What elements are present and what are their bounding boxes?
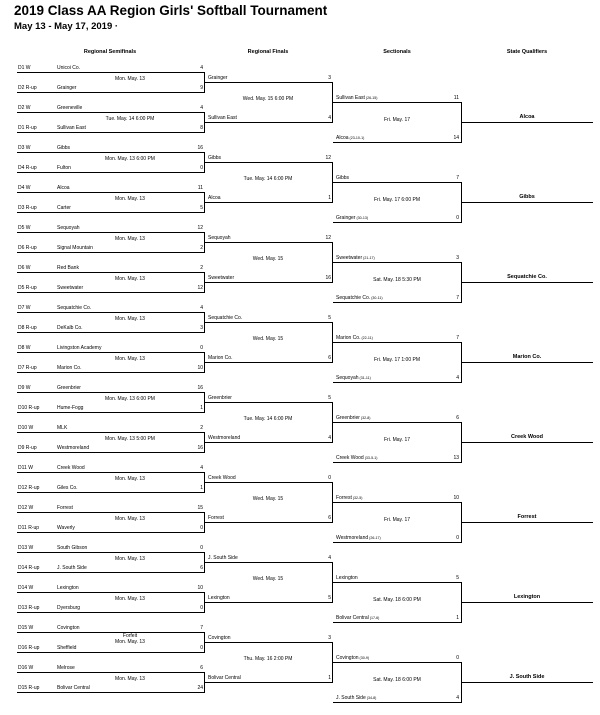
team-name: Sequatchie Co.: [57, 305, 92, 311]
semifinal-top-line: [17, 272, 205, 273]
seed-label: D8 W: [18, 345, 31, 351]
score: 0: [200, 605, 203, 611]
sectional-bottom-line: [333, 462, 462, 463]
semifinal-top-line: [17, 592, 205, 593]
team-record: (32-5): [351, 496, 363, 500]
final-bottom-line: [205, 602, 333, 603]
semifinal-bottom-line: [17, 252, 205, 253]
sectional-top-line: [333, 342, 462, 343]
score: 1: [328, 675, 331, 681]
team-name: Grainger: [208, 75, 228, 81]
score: 2: [200, 245, 203, 251]
team-name: Carter: [57, 205, 71, 211]
score: 10: [453, 495, 459, 501]
seed-label: D13 R-up: [18, 605, 40, 611]
final-top-line: [205, 162, 333, 163]
score: 6: [200, 665, 203, 671]
final-bottom-line: [205, 682, 333, 683]
game-date: Mon. May. 13: [115, 676, 145, 682]
semifinal-bottom-line: [17, 372, 205, 373]
qualifier-line: [462, 682, 593, 683]
team-name: Greenbrier (32-8): [336, 415, 371, 421]
semifinal-bottom-line: [17, 92, 205, 93]
seed-label: D2 W: [18, 105, 31, 111]
score: 0: [200, 345, 203, 351]
score: 5: [456, 575, 459, 581]
qualifier-line: [462, 362, 593, 363]
score: 3: [456, 255, 459, 261]
seed-label: D5 R-up: [18, 285, 37, 291]
team-name: Bolivar Central (17-6): [336, 615, 380, 621]
team-record: (30-11): [370, 296, 383, 300]
semifinal-bottom-line: [17, 292, 205, 293]
team-record: (26-17): [368, 536, 381, 540]
semifinal-top-line: [17, 472, 205, 473]
sectional-top-line: [333, 502, 462, 503]
score: 7: [200, 625, 203, 631]
qualifier-line: [462, 202, 593, 203]
semifinal-top-line: [17, 672, 205, 673]
score: 2: [200, 425, 203, 431]
game-date: Fri. May. 17 6:00 PM: [373, 197, 421, 203]
score: 7: [456, 295, 459, 301]
game-date: Sat. May. 18 6:00 PM: [373, 677, 421, 683]
team-name: Alcoa: [208, 195, 221, 201]
semifinal-top-line: [17, 392, 205, 393]
game-date: Mon. May. 13: [115, 356, 145, 362]
team-name: Grainger: [57, 85, 77, 91]
seed-label: D14 W: [18, 585, 34, 591]
team-name: DeKalb Co.: [57, 325, 83, 331]
team-name: Sequoyah: [57, 225, 80, 231]
score: 16: [325, 275, 331, 281]
team-name: Forrest: [208, 515, 224, 521]
semifinal-bottom-line: [17, 692, 205, 693]
team-name: Hume-Fogg: [57, 405, 84, 411]
qualifier-line: [462, 522, 593, 523]
team-name: Bolivar Central: [57, 685, 90, 691]
score: 6: [200, 565, 203, 571]
state-qualifier-name: Lexington: [513, 594, 541, 600]
team-name: Melrose: [57, 665, 75, 671]
team-name: Covington: [208, 635, 231, 641]
seed-label: D6 W: [18, 265, 31, 271]
score: 5: [328, 315, 331, 321]
semifinal-bottom-line: [17, 612, 205, 613]
state-qualifier-name: Alcoa: [519, 114, 535, 120]
column-header-regional-semifinals: Regional Semifinals: [83, 49, 137, 55]
score: 11: [453, 95, 459, 101]
game-date: Wed. May. 15: [252, 336, 284, 342]
page-subtitle: May 13 - May 17, 2019 ·: [14, 21, 119, 32]
team-record: (26-15): [364, 96, 378, 100]
semifinal-top-line: [17, 552, 205, 553]
column-header-regional-finals: Regional Finals: [247, 49, 289, 55]
team-name: Giles Co.: [57, 485, 78, 491]
team-name: Sequoyah (31-11): [336, 375, 371, 381]
game-date: Mon. May. 13: [115, 276, 145, 282]
semifinal-top-line: [17, 632, 205, 633]
score: 4: [456, 695, 459, 701]
seed-label: D11 W: [18, 465, 33, 471]
team-name: Westmoreland: [208, 435, 241, 441]
score: 3: [328, 75, 331, 81]
game-date: Mon. May. 13: [115, 516, 145, 522]
score: 12: [325, 155, 331, 161]
team-name: Sequatchie Co. (30-11): [336, 295, 383, 301]
seed-label: D16 W: [18, 665, 34, 671]
game-date: Mon. May. 13: [115, 476, 145, 482]
game-date: Tue. May. 14 6:00 PM: [105, 116, 155, 122]
team-record: (17-6): [368, 616, 380, 620]
seed-label: D8 R-up: [18, 325, 37, 331]
final-bottom-line: [205, 122, 333, 123]
seed-label: D5 W: [18, 225, 31, 231]
team-name: Greenbrier: [57, 385, 81, 391]
team-name: Marion Co. (22-11): [336, 335, 373, 341]
seed-label: D15 W: [18, 625, 34, 631]
score: 4: [328, 555, 331, 561]
final-bottom-line: [205, 442, 333, 443]
team-name: Sweetwater: [57, 285, 84, 291]
score: 1: [200, 485, 203, 491]
score: 11: [197, 185, 203, 191]
score: 0: [328, 475, 331, 481]
sectional-bottom-line: [333, 222, 462, 223]
game-date: Fri. May. 17: [383, 117, 411, 123]
team-name: Bolivar Central: [208, 675, 241, 681]
team-name: Sweetwater: [208, 275, 235, 281]
team-record: (31-11): [358, 376, 371, 380]
team-name: Sullivan East (26-15): [336, 95, 378, 101]
game-date: Forfeit: [122, 633, 138, 639]
score: 16: [197, 445, 203, 451]
final-top-line: [205, 402, 333, 403]
score: 0: [456, 535, 459, 541]
semifinal-bottom-line: [17, 492, 205, 493]
game-date: Wed. May. 15: [252, 496, 284, 502]
team-name: Livingston Academy: [57, 345, 102, 351]
team-name: Greenbrier: [208, 395, 232, 401]
seed-label: D10 W: [18, 425, 34, 431]
game-date: Mon. May. 13: [115, 76, 145, 82]
state-qualifier-name: Gibbs: [519, 194, 535, 200]
score: 24: [197, 685, 203, 691]
team-name: Dyersburg: [57, 605, 81, 611]
team-name: Forrest: [57, 505, 73, 511]
score: 6: [328, 515, 331, 521]
team-name: Sequatchie Co.: [208, 315, 243, 321]
qualifier-line: [462, 442, 593, 443]
final-top-line: [205, 322, 333, 323]
team-name: MLK: [57, 425, 68, 431]
score: 3: [200, 325, 203, 331]
team-name: Lexington: [336, 575, 358, 581]
game-date: Fri. May. 17 1:00 PM: [373, 357, 421, 363]
seed-label: D3 W: [18, 145, 31, 151]
seed-label: D11 R-up: [18, 525, 40, 531]
semifinal-top-line: [17, 192, 205, 193]
sectional-bottom-line: [333, 382, 462, 383]
team-name: South Gibson: [57, 545, 88, 551]
team-record: (21-17): [362, 256, 375, 260]
score: 4: [328, 115, 331, 121]
score: 0: [456, 215, 459, 221]
semifinal-top-line: [17, 312, 205, 313]
final-bottom-line: [205, 522, 333, 523]
sectional-bottom-line: [333, 142, 462, 143]
score: 6: [456, 415, 459, 421]
score: 9: [200, 85, 203, 91]
game-date: Mon. May. 13: [115, 596, 145, 602]
score: 6: [328, 355, 331, 361]
score: 0: [456, 655, 459, 661]
score: 4: [200, 105, 203, 111]
score: 1: [328, 195, 331, 201]
team-name: Signal Mountain: [57, 245, 93, 251]
team-name: J. South Side (34-8): [336, 695, 377, 701]
sectional-bottom-line: [333, 622, 462, 623]
team-record: (32-8): [359, 416, 371, 420]
sectional-top-line: [333, 582, 462, 583]
seed-label: D3 R-up: [18, 205, 37, 211]
game-date: Mon. May. 13: [115, 196, 145, 202]
final-top-line: [205, 642, 333, 643]
score: 4: [200, 465, 203, 471]
semifinal-top-line: [17, 112, 205, 113]
team-name: Greeneville: [57, 105, 83, 111]
seed-label: D1 W: [18, 65, 31, 71]
seed-label: D4 R-up: [18, 165, 37, 171]
team-name: Covington (30-9): [336, 655, 370, 661]
team-record: (34-8): [365, 696, 377, 700]
sectional-bottom-line: [333, 302, 462, 303]
team-record: (33-5-1): [363, 456, 378, 460]
game-date: Mon. May. 13: [115, 556, 145, 562]
team-name: Lexington: [57, 585, 79, 591]
seed-label: D6 R-up: [18, 245, 37, 251]
game-date: Wed. May. 15: [252, 576, 284, 582]
score: 4: [200, 305, 203, 311]
final-top-line: [205, 482, 333, 483]
sectional-top-line: [333, 422, 462, 423]
semifinal-bottom-line: [17, 572, 205, 573]
game-date: Mon. May. 13 6:00 PM: [105, 396, 155, 402]
seed-label: D7 R-up: [18, 365, 37, 371]
semifinal-top-line: [17, 72, 205, 73]
team-name: Lexington: [208, 595, 230, 601]
team-name: Sweetwater (21-17): [336, 255, 375, 261]
game-date: Wed. May. 15: [252, 256, 284, 262]
seed-label: D12 W: [18, 505, 34, 511]
game-date: Wed. May. 15 6:00 PM: [242, 96, 294, 102]
semifinal-top-line: [17, 152, 205, 153]
team-name: Gibbs: [57, 145, 71, 151]
semifinal-bottom-line: [17, 212, 205, 213]
team-record: (23-10-1): [348, 136, 365, 140]
seed-label: D14 R-up: [18, 565, 40, 571]
score: 8: [200, 125, 203, 131]
semifinal-bottom-line: [17, 332, 205, 333]
sectional-bottom-line: [333, 702, 462, 703]
seed-label: D2 R-up: [18, 85, 37, 91]
game-date: Thu. May. 16 2:00 PM: [243, 656, 293, 662]
game-date: Tue. May. 14 6:00 PM: [243, 176, 293, 182]
score: 12: [325, 235, 331, 241]
score: 1: [200, 405, 203, 411]
team-name: Grainger (30-13): [336, 215, 369, 221]
team-name: Sheffield: [57, 645, 77, 651]
team-name: Forrest (32-5): [336, 495, 363, 501]
score: 1: [456, 615, 459, 621]
score: 10: [197, 585, 203, 591]
sectional-top-line: [333, 182, 462, 183]
seed-label: D10 R-up: [18, 405, 40, 411]
team-name: Waverly: [57, 525, 75, 531]
team-name: J. South Side: [57, 565, 87, 571]
seed-label: D7 W: [18, 305, 31, 311]
score: 10: [197, 365, 203, 371]
seed-label: D16 R-up: [18, 645, 40, 651]
score: 4: [328, 435, 331, 441]
final-bottom-line: [205, 202, 333, 203]
game-date: Mon. May. 13 6:00 PM: [105, 156, 155, 162]
team-record: (30-9): [358, 656, 370, 660]
team-name: Alcoa: [57, 185, 70, 191]
team-name: Gibbs: [336, 175, 350, 181]
state-qualifier-name: Creek Wood: [511, 434, 543, 440]
game-date: Fri. May. 17: [383, 517, 411, 523]
team-name: Fulton: [57, 165, 71, 171]
semifinal-top-line: [17, 432, 205, 433]
sectional-bottom-line: [333, 542, 462, 543]
qualifier-line: [462, 602, 593, 603]
game-date: Sat. May. 18 6:00 PM: [373, 597, 421, 603]
game-date: Mon. May. 13: [115, 316, 145, 322]
score: 13: [453, 455, 459, 461]
seed-label: D9 R-up: [18, 445, 37, 451]
score: 4: [456, 375, 459, 381]
team-name: Marion Co.: [57, 365, 82, 371]
semifinal-top-line: [17, 512, 205, 513]
final-top-line: [205, 242, 333, 243]
team-name: Creek Wood: [57, 465, 85, 471]
semifinal-bottom-line: [17, 132, 205, 133]
team-record: (30-13): [355, 216, 369, 220]
seed-label: D12 R-up: [18, 485, 40, 491]
team-name: Westmoreland (26-17): [336, 535, 381, 541]
score: 0: [200, 165, 203, 171]
score: 7: [456, 335, 459, 341]
score: 5: [200, 205, 203, 211]
score: 2: [200, 265, 203, 271]
sectional-top-line: [333, 102, 462, 103]
qualifier-line: [462, 122, 593, 123]
column-header-state-qualifiers: State Qualifiers: [506, 49, 548, 55]
game-date: Tue. May. 14 6:00 PM: [243, 416, 293, 422]
team-name: Sullivan East: [57, 125, 86, 131]
game-date: Mon. May. 13: [115, 236, 145, 242]
final-top-line: [205, 562, 333, 563]
score: 3: [328, 635, 331, 641]
score: 0: [200, 545, 203, 551]
score: 12: [197, 225, 203, 231]
semifinal-bottom-line: [17, 172, 205, 173]
state-qualifier-name: Marion Co.: [512, 354, 542, 360]
seed-label: D15 R-up: [18, 685, 40, 691]
final-bottom-line: [205, 282, 333, 283]
semifinal-top-line: [17, 232, 205, 233]
score: 16: [197, 385, 203, 391]
final-bottom-line: [205, 362, 333, 363]
score: 5: [328, 595, 331, 601]
score: 14: [453, 135, 459, 141]
seed-label: D1 R-up: [18, 125, 37, 131]
sectional-top-line: [333, 262, 462, 263]
qualifier-line: [462, 282, 593, 283]
team-name: Westmoreland: [57, 445, 90, 451]
seed-label: D9 W: [18, 385, 31, 391]
semifinal-bottom-line: [17, 532, 205, 533]
team-record: (22-11): [360, 336, 373, 340]
column-header-sectionals: Sectionals: [383, 49, 411, 55]
semifinal-bottom-line: [17, 652, 205, 653]
score: 0: [200, 645, 203, 651]
team-name: J. South Side: [208, 555, 238, 561]
page-title: 2019 Class AA Region Girls' Softball Tournament: [14, 3, 328, 18]
team-name: Sullivan East: [208, 115, 237, 121]
semifinal-bottom-line: [17, 412, 205, 413]
team-name: Covington: [57, 625, 80, 631]
team-name: Alcoa (23-10-1): [336, 135, 365, 141]
game-date: Fri. May. 17: [383, 437, 411, 443]
sectional-top-line: [333, 662, 462, 663]
score: 12: [197, 285, 203, 291]
seed-label: D13 W: [18, 545, 34, 551]
state-qualifier-name: Forrest: [517, 514, 537, 520]
seed-label: D4 W: [18, 185, 31, 191]
score: 7: [456, 175, 459, 181]
game-date: Mon. May. 13 5:00 PM: [105, 436, 155, 442]
score: 5: [328, 395, 331, 401]
final-top-line: [205, 82, 333, 83]
team-name: Gibbs: [208, 155, 222, 161]
game-date: Mon. May. 13: [115, 639, 145, 645]
team-name: Creek Wood (33-5-1): [336, 455, 378, 461]
score: 16: [197, 145, 203, 151]
team-name: Sequoyah: [208, 235, 231, 241]
team-name: Creek Wood: [208, 475, 236, 481]
game-date: Sat. May. 18 5:30 PM: [373, 277, 421, 283]
state-qualifier-name: J. South Side: [509, 674, 545, 680]
semifinal-bottom-line: [17, 452, 205, 453]
score: 4: [200, 65, 203, 71]
state-qualifier-name: Sequatchie Co.: [507, 274, 547, 280]
semifinal-top-line: [17, 352, 205, 353]
score: 15: [197, 505, 203, 511]
team-name: Marion Co.: [208, 355, 233, 361]
team-name: Red Bank: [57, 265, 79, 271]
score: 0: [200, 525, 203, 531]
team-name: Unicoi Co.: [57, 65, 81, 71]
